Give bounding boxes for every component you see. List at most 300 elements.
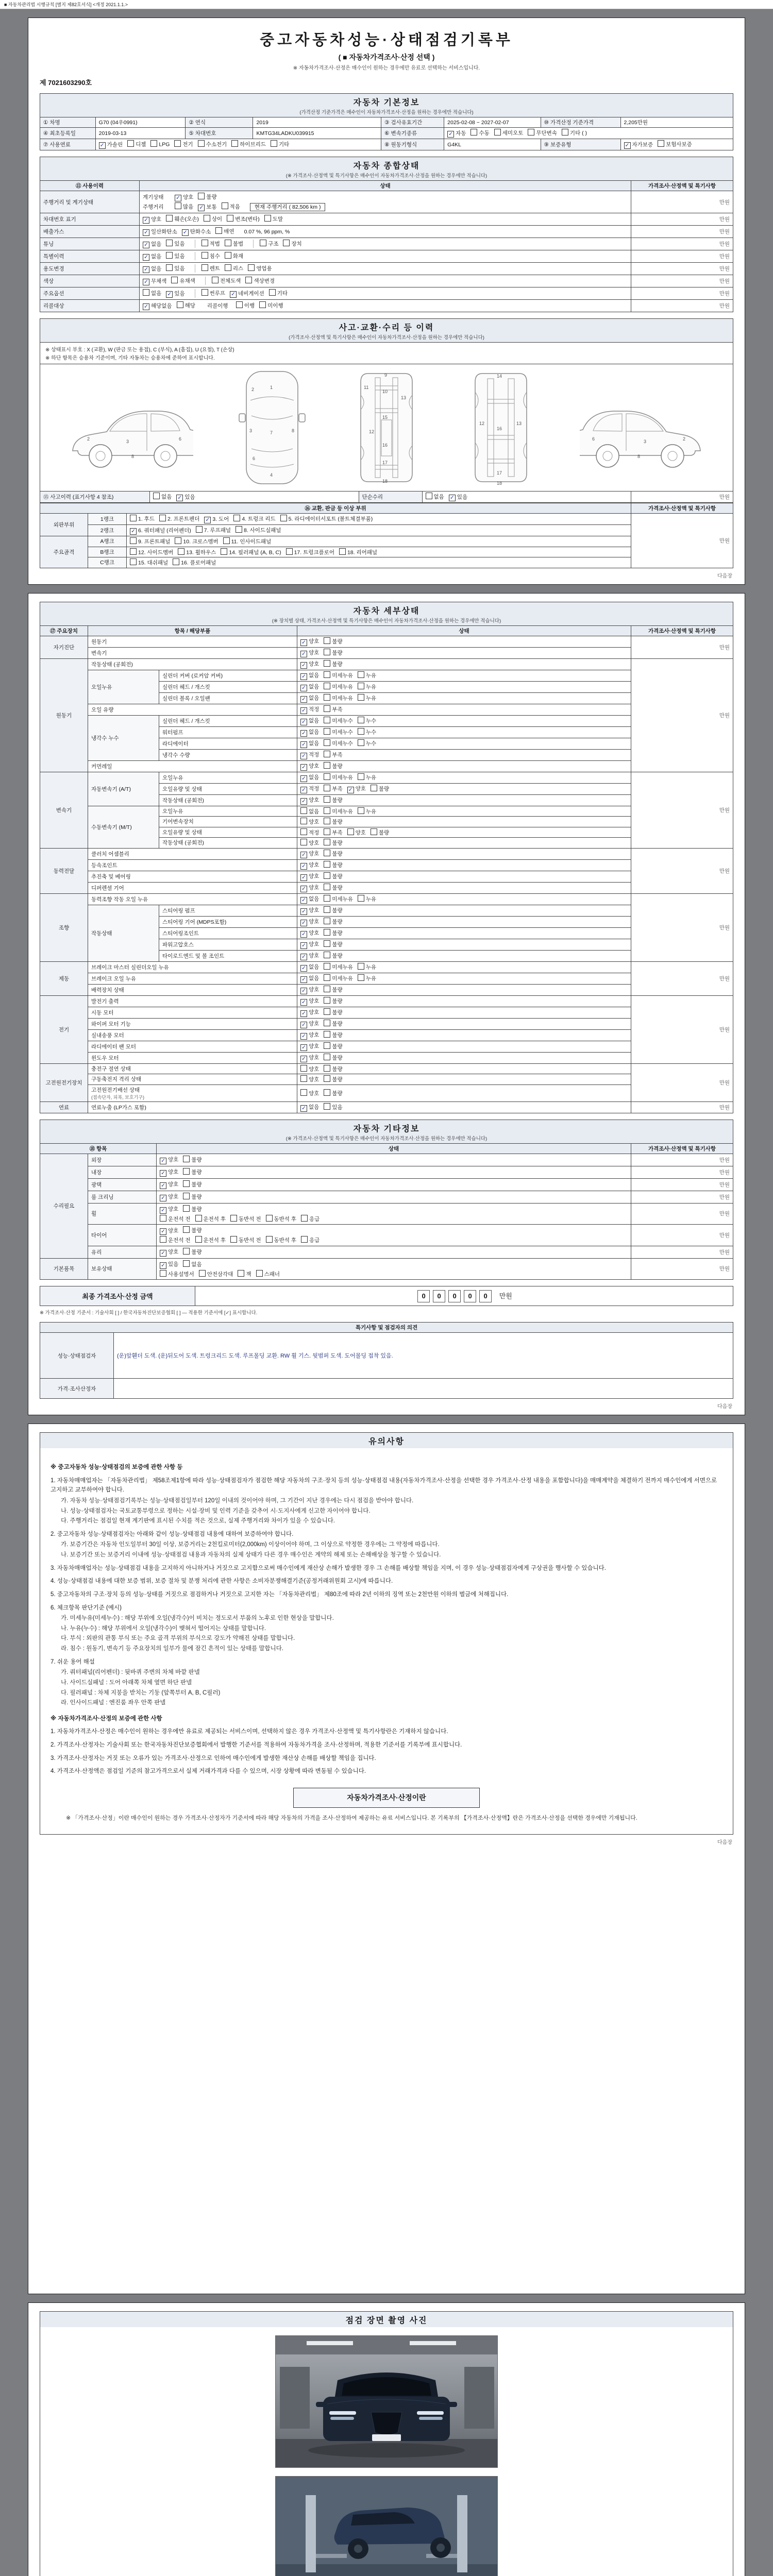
- checkbox[interactable]: [198, 140, 205, 147]
- checkbox[interactable]: [324, 895, 330, 902]
- checkbox[interactable]: [166, 240, 173, 246]
- checkbox-checked[interactable]: ✓: [300, 1033, 307, 1040]
- option[interactable]: [426, 493, 444, 501]
- option[interactable]: [236, 526, 281, 534]
- checkbox-checked[interactable]: ✓: [182, 229, 189, 236]
- checkbox-checked[interactable]: ✓: [300, 775, 307, 782]
- checkbox[interactable]: [300, 1089, 307, 1096]
- checkbox-checked[interactable]: ✓: [300, 999, 307, 1006]
- checkbox-checked[interactable]: ✓: [300, 719, 307, 725]
- checkbox-checked[interactable]: ✓: [300, 741, 307, 748]
- checkbox-checked[interactable]: ✓: [300, 1105, 307, 1112]
- option[interactable]: [300, 694, 319, 703]
- checkbox[interactable]: [324, 986, 330, 992]
- option[interactable]: [174, 140, 193, 148]
- option[interactable]: [300, 649, 319, 657]
- option[interactable]: [371, 828, 389, 837]
- checkbox[interactable]: [324, 940, 330, 947]
- option[interactable]: [300, 1042, 319, 1051]
- option[interactable]: [160, 1260, 178, 1269]
- option[interactable]: [300, 940, 319, 949]
- checkbox[interactable]: [300, 1075, 307, 1082]
- checkbox-checked[interactable]: ✓: [300, 852, 307, 858]
- option[interactable]: [358, 683, 376, 691]
- option[interactable]: [324, 1075, 342, 1083]
- option[interactable]: [183, 1168, 201, 1176]
- option[interactable]: [160, 1156, 178, 1164]
- checkbox[interactable]: [358, 671, 364, 678]
- option[interactable]: [300, 1031, 319, 1040]
- option[interactable]: [204, 215, 222, 223]
- option[interactable]: [230, 1215, 261, 1223]
- checkbox[interactable]: [225, 252, 231, 259]
- option[interactable]: [260, 240, 278, 248]
- option[interactable]: [130, 537, 170, 546]
- checkbox[interactable]: [175, 537, 181, 544]
- checkbox-checked[interactable]: ✓: [300, 988, 307, 994]
- checkbox[interactable]: [324, 974, 330, 981]
- option[interactable]: [225, 252, 243, 260]
- option[interactable]: [324, 1054, 342, 1062]
- checkbox[interactable]: [324, 861, 330, 868]
- checkbox[interactable]: [183, 1168, 190, 1175]
- checkbox[interactable]: [300, 1065, 307, 1072]
- checkbox-checked[interactable]: ✓: [160, 1262, 166, 1269]
- checkbox[interactable]: [130, 558, 137, 565]
- checkbox[interactable]: [358, 694, 364, 701]
- option[interactable]: [300, 1103, 319, 1112]
- option[interactable]: [300, 1075, 319, 1083]
- checkbox-checked[interactable]: ✓: [300, 1022, 307, 1028]
- option[interactable]: [300, 705, 319, 714]
- option[interactable]: [324, 872, 342, 880]
- option[interactable]: [358, 773, 376, 782]
- checkbox[interactable]: [528, 129, 534, 135]
- option[interactable]: [236, 301, 255, 310]
- option[interactable]: [324, 895, 353, 903]
- option[interactable]: [324, 751, 342, 759]
- checkbox[interactable]: [324, 683, 330, 689]
- option[interactable]: [230, 290, 264, 298]
- checkbox[interactable]: [324, 1042, 330, 1049]
- option[interactable]: [324, 739, 353, 748]
- checkbox-checked[interactable]: ✓: [176, 495, 183, 501]
- option[interactable]: [256, 1270, 280, 1278]
- checkbox[interactable]: [130, 515, 137, 521]
- option[interactable]: [269, 289, 288, 297]
- option[interactable]: [300, 997, 319, 1006]
- checkbox-checked[interactable]: ✓: [300, 707, 307, 714]
- option[interactable]: [324, 974, 353, 982]
- option[interactable]: [324, 717, 353, 725]
- checkbox-checked[interactable]: ✓: [300, 920, 307, 926]
- option[interactable]: [300, 728, 319, 737]
- option[interactable]: [324, 694, 353, 702]
- checkbox[interactable]: [201, 240, 208, 246]
- option[interactable]: [300, 861, 319, 870]
- checkbox[interactable]: [201, 264, 208, 271]
- checkbox[interactable]: [260, 240, 266, 246]
- option[interactable]: [177, 301, 195, 310]
- option[interactable]: [324, 1020, 342, 1028]
- option[interactable]: [286, 548, 334, 556]
- checkbox[interactable]: [183, 1193, 190, 1199]
- option[interactable]: [658, 140, 692, 148]
- checkbox[interactable]: [324, 717, 330, 723]
- option[interactable]: [300, 671, 319, 680]
- option[interactable]: [175, 193, 193, 202]
- checkbox[interactable]: [266, 1215, 273, 1222]
- checkbox[interactable]: [358, 974, 364, 981]
- option[interactable]: [160, 1180, 178, 1189]
- checkbox[interactable]: [300, 839, 307, 845]
- option[interactable]: [245, 277, 275, 285]
- checkbox[interactable]: [324, 1065, 330, 1072]
- checkbox[interactable]: [280, 515, 287, 521]
- checkbox[interactable]: [324, 1075, 330, 1082]
- checkbox[interactable]: [301, 1215, 308, 1222]
- option[interactable]: [324, 637, 342, 646]
- option[interactable]: [300, 683, 319, 691]
- option[interactable]: [300, 818, 319, 826]
- checkbox[interactable]: [324, 705, 330, 712]
- option[interactable]: [358, 963, 376, 971]
- option[interactable]: [182, 228, 211, 236]
- option[interactable]: [130, 515, 155, 523]
- checkbox[interactable]: [225, 264, 231, 271]
- checkbox[interactable]: [225, 240, 231, 246]
- option[interactable]: [264, 215, 283, 223]
- option[interactable]: [221, 548, 281, 556]
- option[interactable]: [198, 140, 227, 148]
- checkbox[interactable]: [183, 1205, 190, 1212]
- checkbox[interactable]: [245, 277, 252, 283]
- checkbox-checked[interactable]: ✓: [99, 142, 106, 149]
- checkbox[interactable]: [324, 1054, 330, 1060]
- option[interactable]: [160, 1236, 191, 1244]
- checkbox[interactable]: [324, 850, 330, 856]
- checkbox[interactable]: [259, 301, 266, 308]
- option[interactable]: [143, 215, 161, 224]
- option[interactable]: [201, 289, 225, 297]
- checkbox[interactable]: [183, 1260, 190, 1267]
- option[interactable]: [347, 785, 366, 793]
- checkbox[interactable]: [324, 1020, 330, 1026]
- checkbox[interactable]: [166, 252, 173, 259]
- checkbox[interactable]: [358, 807, 364, 814]
- checkbox-checked[interactable]: ✓: [300, 1056, 307, 1062]
- checkbox-checked[interactable]: ✓: [300, 662, 307, 669]
- option[interactable]: [160, 1193, 178, 1201]
- checkbox[interactable]: [358, 683, 364, 689]
- checkbox[interactable]: [264, 215, 271, 222]
- option[interactable]: [300, 773, 319, 782]
- checkbox[interactable]: [204, 215, 210, 222]
- checkbox[interactable]: [238, 1270, 244, 1277]
- checkbox-checked[interactable]: ✓: [300, 976, 307, 983]
- checkbox-checked[interactable]: ✓: [160, 1170, 166, 1177]
- option[interactable]: [324, 1042, 342, 1050]
- option[interactable]: [238, 1270, 251, 1278]
- checkbox-checked[interactable]: ✓: [166, 291, 173, 298]
- option[interactable]: [358, 671, 376, 680]
- option[interactable]: [225, 264, 243, 273]
- option[interactable]: [143, 240, 161, 249]
- checkbox-checked[interactable]: ✓: [300, 639, 307, 646]
- checkbox-checked[interactable]: ✓: [143, 217, 149, 224]
- checkbox[interactable]: [371, 828, 377, 835]
- option[interactable]: [195, 1236, 226, 1244]
- checkbox[interactable]: [150, 140, 157, 147]
- checkbox[interactable]: [231, 140, 238, 147]
- checkbox[interactable]: [283, 240, 290, 246]
- checkbox[interactable]: [324, 828, 330, 835]
- checkbox[interactable]: [174, 140, 181, 147]
- option[interactable]: [171, 277, 195, 285]
- checkbox-checked[interactable]: ✓: [447, 131, 454, 138]
- checkbox-checked[interactable]: ✓: [230, 291, 237, 298]
- checkbox[interactable]: [358, 895, 364, 902]
- checkbox[interactable]: [160, 1215, 166, 1222]
- checkbox-checked[interactable]: ✓: [449, 495, 456, 501]
- option[interactable]: [470, 129, 489, 137]
- option[interactable]: [324, 1008, 342, 1016]
- option[interactable]: [324, 963, 353, 971]
- checkbox[interactable]: [159, 515, 166, 521]
- checkbox[interactable]: [324, 1008, 330, 1015]
- checkbox-checked[interactable]: ✓: [175, 195, 181, 201]
- option[interactable]: [300, 906, 319, 915]
- option[interactable]: [300, 751, 319, 759]
- option[interactable]: [324, 683, 353, 691]
- checkbox[interactable]: [300, 807, 307, 814]
- option[interactable]: [324, 705, 342, 714]
- option[interactable]: [324, 649, 342, 657]
- checkbox-checked[interactable]: ✓: [143, 266, 149, 273]
- option[interactable]: [324, 918, 342, 926]
- option[interactable]: [300, 739, 319, 748]
- checkbox[interactable]: [178, 548, 184, 555]
- checkbox[interactable]: [324, 796, 330, 803]
- option[interactable]: [300, 929, 319, 938]
- option[interactable]: [300, 1054, 319, 1062]
- checkbox[interactable]: [143, 289, 149, 296]
- option[interactable]: [371, 785, 389, 793]
- option[interactable]: [130, 548, 173, 556]
- checkbox-checked[interactable]: ✓: [624, 142, 631, 149]
- option[interactable]: [166, 290, 184, 298]
- option[interactable]: [324, 997, 342, 1005]
- checkbox[interactable]: [324, 660, 330, 667]
- checkbox-checked[interactable]: ✓: [198, 205, 205, 211]
- option[interactable]: [160, 1248, 178, 1257]
- option[interactable]: [266, 1215, 297, 1223]
- option[interactable]: [358, 739, 376, 748]
- checkbox[interactable]: [221, 548, 227, 555]
- checkbox-checked[interactable]: ✓: [300, 897, 307, 904]
- option[interactable]: [324, 929, 342, 937]
- option[interactable]: [300, 918, 319, 926]
- checkbox[interactable]: [223, 537, 230, 544]
- checkbox[interactable]: [324, 728, 330, 735]
- checkbox[interactable]: [286, 548, 293, 555]
- checkbox-checked[interactable]: ✓: [300, 798, 307, 805]
- option[interactable]: [204, 515, 229, 524]
- option[interactable]: [324, 839, 342, 847]
- option[interactable]: [300, 850, 319, 858]
- option[interactable]: [528, 129, 557, 137]
- option[interactable]: [215, 227, 234, 235]
- checkbox-checked[interactable]: ✓: [300, 1044, 307, 1051]
- checkbox-checked[interactable]: ✓: [143, 279, 149, 285]
- checkbox[interactable]: [160, 1236, 166, 1243]
- checkbox[interactable]: [339, 548, 346, 555]
- option[interactable]: [347, 828, 366, 837]
- option[interactable]: [300, 895, 319, 904]
- checkbox[interactable]: [324, 1103, 330, 1110]
- option[interactable]: [196, 526, 231, 534]
- option[interactable]: [358, 728, 376, 736]
- checkbox[interactable]: [183, 1248, 190, 1255]
- checkbox[interactable]: [127, 140, 134, 147]
- checkbox[interactable]: [271, 140, 277, 147]
- checkbox[interactable]: [324, 637, 330, 644]
- option[interactable]: [143, 277, 166, 286]
- option[interactable]: [160, 1227, 178, 1235]
- checkbox[interactable]: [212, 277, 219, 283]
- checkbox[interactable]: [171, 277, 178, 283]
- checkbox[interactable]: [201, 289, 208, 296]
- checkbox-checked[interactable]: ✓: [204, 517, 211, 523]
- checkbox-checked[interactable]: ✓: [300, 908, 307, 915]
- option[interactable]: [562, 129, 587, 137]
- checkbox-checked[interactable]: ✓: [300, 753, 307, 759]
- checkbox[interactable]: [324, 963, 330, 970]
- option[interactable]: [176, 493, 195, 502]
- option[interactable]: [324, 828, 342, 837]
- option[interactable]: [324, 850, 342, 858]
- option[interactable]: [300, 952, 319, 960]
- checkbox-checked[interactable]: ✓: [300, 787, 307, 793]
- option[interactable]: [283, 240, 301, 248]
- option[interactable]: [166, 215, 199, 223]
- checkbox[interactable]: [130, 537, 137, 544]
- checkbox[interactable]: [173, 558, 179, 565]
- option[interactable]: [166, 240, 184, 248]
- checkbox[interactable]: [324, 839, 330, 845]
- option[interactable]: [173, 558, 216, 567]
- checkbox[interactable]: [358, 963, 364, 970]
- checkbox-checked[interactable]: ✓: [300, 942, 307, 949]
- checkbox-checked[interactable]: ✓: [300, 874, 307, 881]
- checkbox-checked[interactable]: ✓: [160, 1158, 166, 1164]
- option[interactable]: [300, 1020, 319, 1028]
- checkbox-checked[interactable]: ✓: [143, 303, 149, 310]
- option[interactable]: [201, 264, 220, 273]
- checkbox-checked[interactable]: ✓: [300, 954, 307, 960]
- option[interactable]: [300, 637, 319, 646]
- checkbox-checked[interactable]: ✓: [300, 863, 307, 870]
- checkbox-checked[interactable]: ✓: [143, 254, 149, 261]
- option[interactable]: [248, 264, 272, 273]
- checkbox[interactable]: [183, 1156, 190, 1162]
- checkbox[interactable]: [324, 997, 330, 1004]
- option[interactable]: [300, 884, 319, 892]
- option[interactable]: [324, 671, 353, 680]
- option[interactable]: [183, 1193, 201, 1201]
- checkbox[interactable]: [198, 193, 205, 199]
- checkbox-checked[interactable]: ✓: [300, 764, 307, 771]
- option[interactable]: [198, 193, 216, 201]
- checkbox-checked[interactable]: ✓: [160, 1228, 166, 1235]
- option[interactable]: [175, 202, 193, 211]
- option[interactable]: [160, 1168, 178, 1177]
- checkbox[interactable]: [166, 264, 173, 271]
- checkbox[interactable]: [562, 129, 568, 135]
- checkbox[interactable]: [324, 952, 330, 958]
- option[interactable]: [300, 1008, 319, 1017]
- checkbox[interactable]: [130, 548, 137, 555]
- option[interactable]: [494, 129, 524, 137]
- option[interactable]: [324, 785, 342, 793]
- checkbox[interactable]: [227, 215, 233, 222]
- checkbox[interactable]: [301, 1236, 308, 1243]
- option[interactable]: [233, 515, 275, 523]
- checkbox-checked[interactable]: ✓: [300, 673, 307, 680]
- checkbox[interactable]: [324, 671, 330, 678]
- option[interactable]: [166, 264, 184, 273]
- option[interactable]: [300, 839, 319, 847]
- option[interactable]: [183, 1180, 201, 1189]
- checkbox[interactable]: [324, 872, 330, 879]
- checkbox-checked[interactable]: ✓: [160, 1250, 166, 1257]
- option[interactable]: [198, 203, 216, 212]
- checkbox-checked[interactable]: ✓: [300, 886, 307, 892]
- option[interactable]: [201, 252, 220, 260]
- option[interactable]: [231, 140, 266, 148]
- option[interactable]: [300, 785, 319, 793]
- checkbox[interactable]: [324, 1031, 330, 1038]
- checkbox[interactable]: [153, 493, 160, 499]
- checkbox-checked[interactable]: ✓: [160, 1195, 166, 1201]
- checkbox[interactable]: [166, 215, 173, 222]
- option[interactable]: [183, 1248, 201, 1256]
- checkbox[interactable]: [324, 1089, 330, 1096]
- checkbox[interactable]: [324, 773, 330, 780]
- checkbox[interactable]: [269, 289, 276, 296]
- option[interactable]: [324, 796, 342, 804]
- option[interactable]: [130, 558, 168, 567]
- checkbox[interactable]: [236, 301, 243, 308]
- checkbox[interactable]: [195, 1236, 202, 1243]
- checkbox[interactable]: [470, 129, 477, 135]
- checkbox[interactable]: [324, 818, 330, 824]
- checkbox-checked[interactable]: ✓: [300, 651, 307, 657]
- option[interactable]: [183, 1226, 201, 1234]
- checkbox[interactable]: [324, 785, 330, 791]
- option[interactable]: [300, 717, 319, 725]
- option[interactable]: [358, 895, 376, 903]
- option[interactable]: [160, 1205, 178, 1214]
- option[interactable]: [301, 1215, 320, 1223]
- option[interactable]: [166, 252, 184, 260]
- option[interactable]: [230, 1236, 261, 1244]
- checkbox-checked[interactable]: ✓: [160, 1182, 166, 1189]
- option[interactable]: [324, 807, 353, 816]
- checkbox[interactable]: [222, 202, 228, 209]
- option[interactable]: [324, 861, 342, 869]
- checkbox[interactable]: [494, 129, 501, 135]
